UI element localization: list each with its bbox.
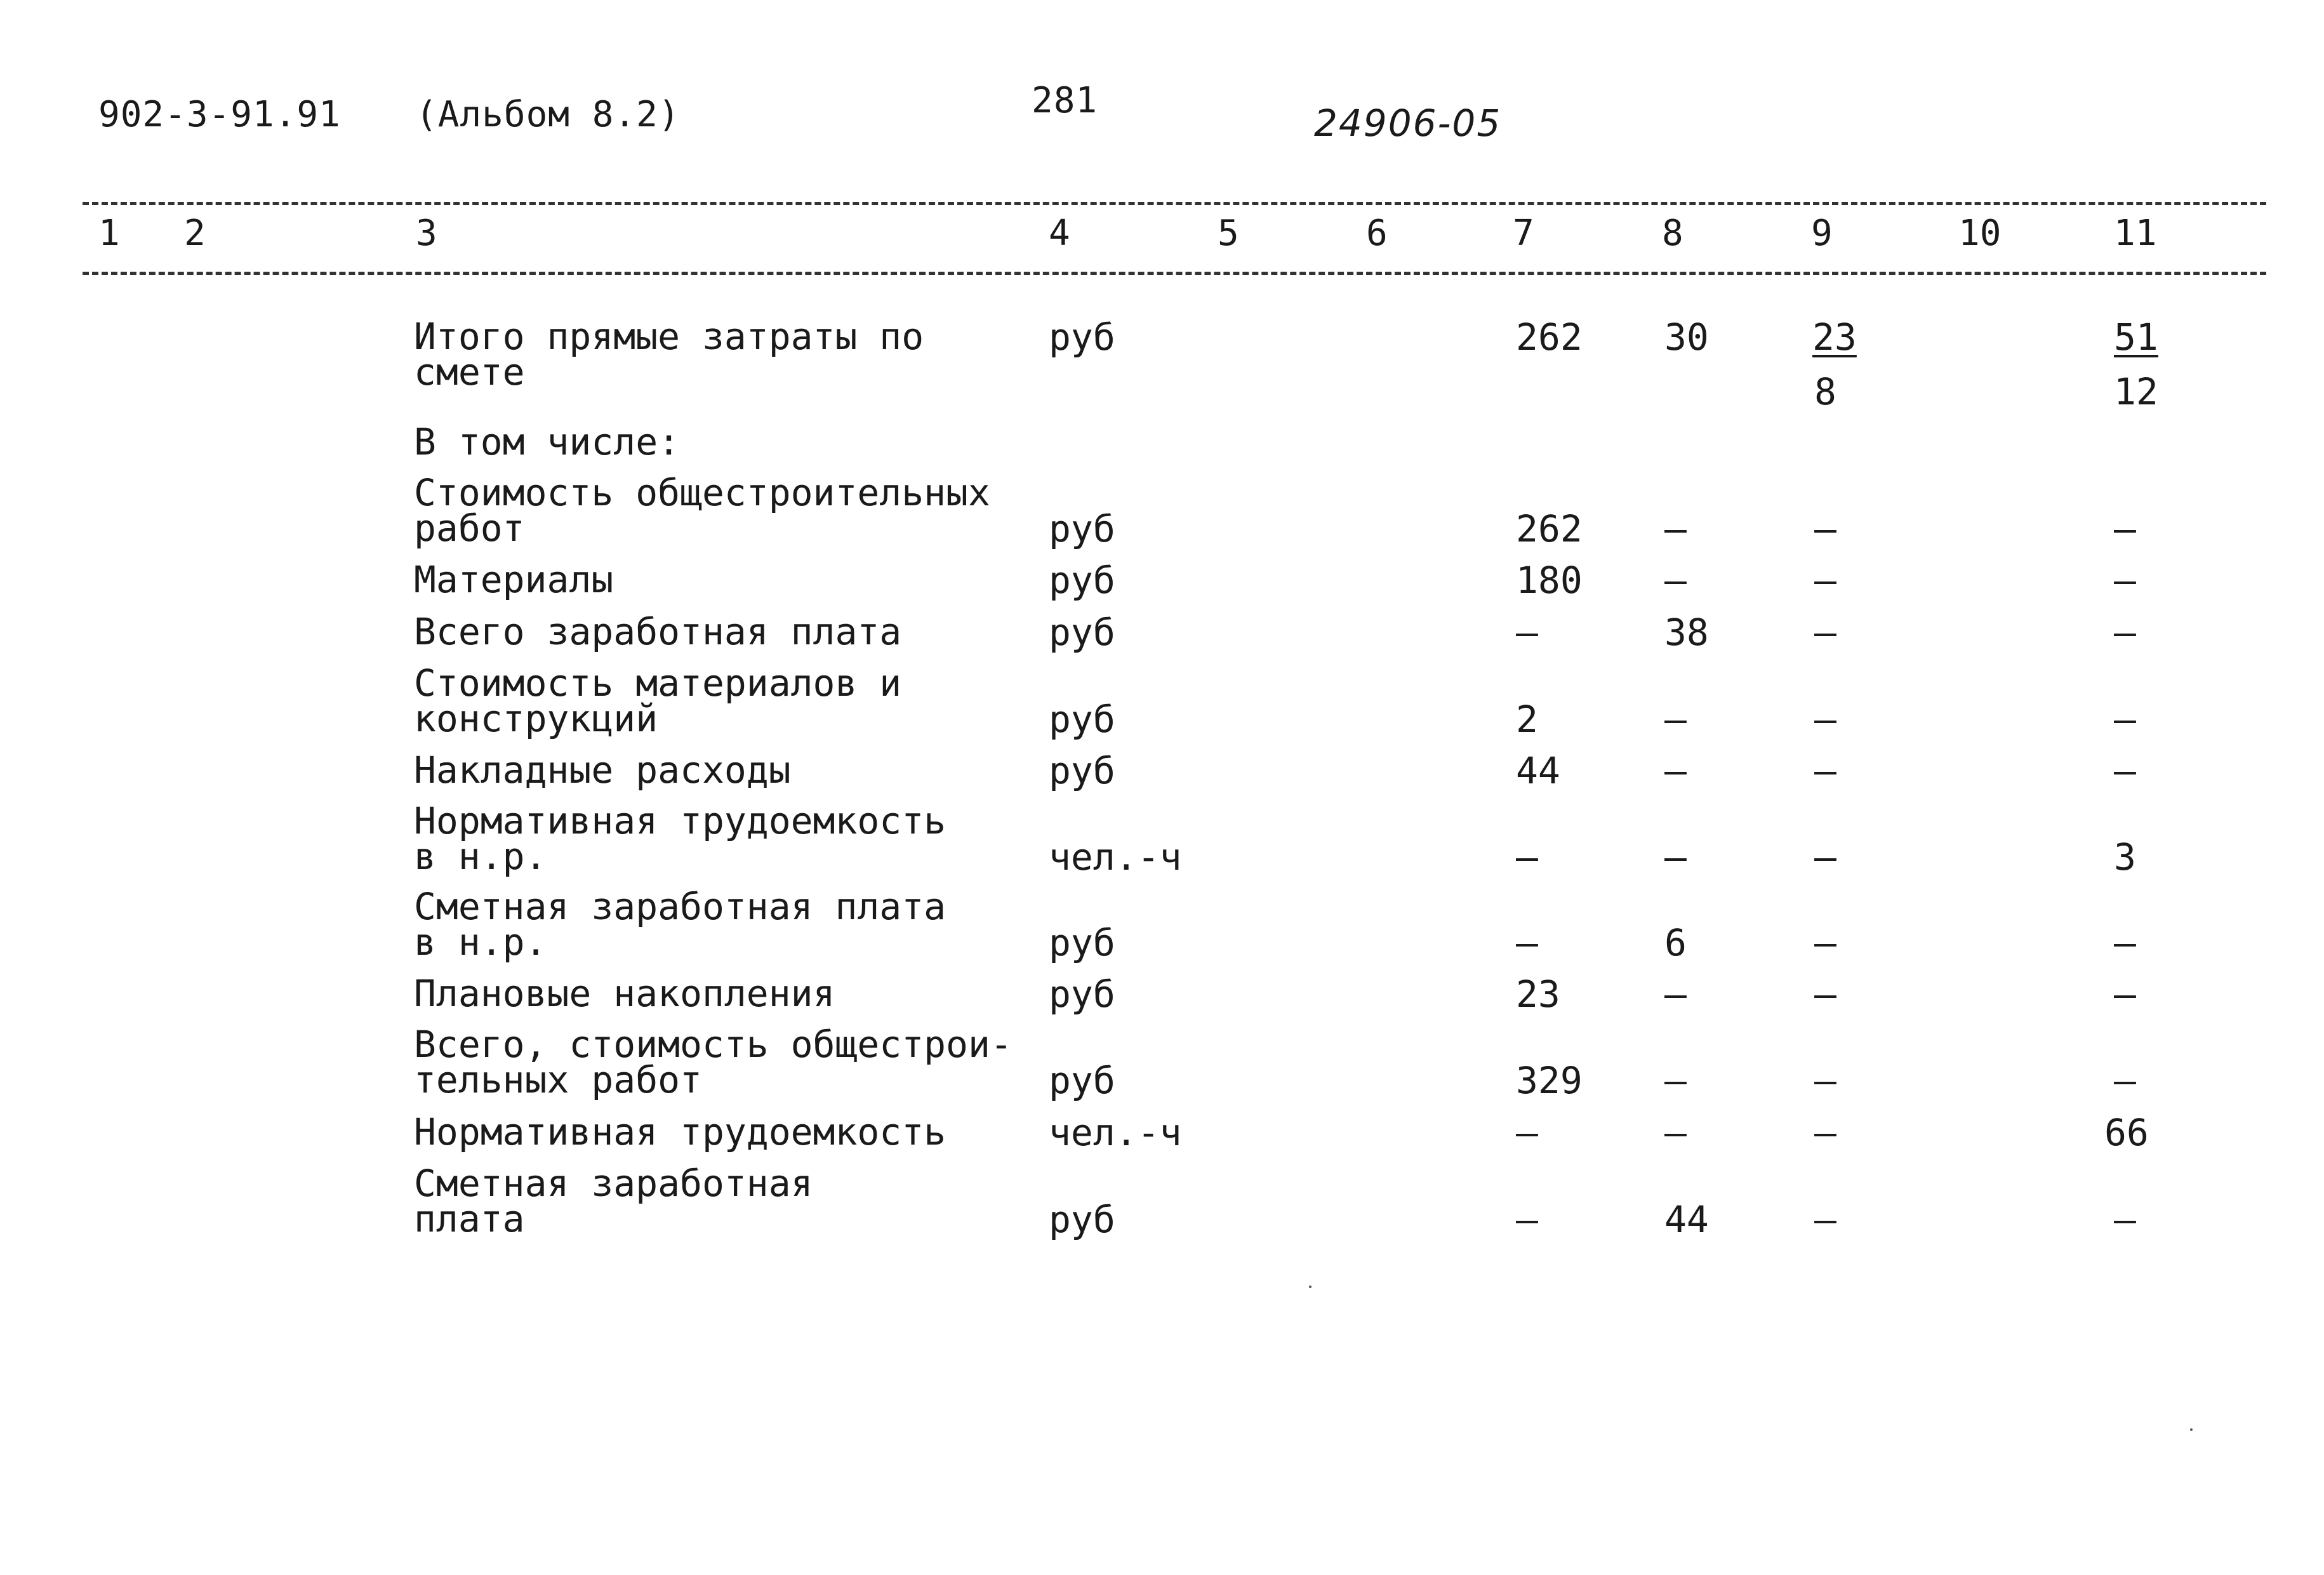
col9-numerator: 23: [1812, 316, 1857, 359]
row-description: Сметная заработная: [414, 1162, 813, 1205]
col9-cell: –: [1814, 507, 1836, 550]
row-description: Плановые накопления: [414, 972, 835, 1015]
column-number: 9: [1811, 213, 1833, 254]
col7-cell: –: [1516, 611, 1538, 654]
col9-cell: –: [1814, 749, 1836, 792]
column-number: 3: [416, 213, 437, 254]
row-description: Материалы: [414, 558, 614, 601]
col8-cell: 30: [1664, 316, 1709, 359]
row-description: в н.р.: [414, 920, 547, 964]
unit-cell: руб: [1049, 559, 1115, 602]
col7-cell: –: [1516, 1111, 1538, 1154]
column-number: 5: [1218, 213, 1239, 254]
col7-cell: 2: [1516, 698, 1538, 741]
col7-cell: 329: [1516, 1059, 1583, 1102]
col7-cell: –: [1516, 1198, 1538, 1241]
col8-cell: –: [1664, 1111, 1687, 1154]
unit-cell: руб: [1049, 921, 1115, 964]
col8-cell: –: [1664, 1059, 1687, 1102]
col7-cell: 262: [1516, 507, 1583, 550]
unit-cell: руб: [1049, 507, 1115, 550]
unit-cell: руб: [1049, 698, 1115, 741]
header-rule-top: [83, 202, 2266, 205]
row-description: работ: [414, 507, 525, 550]
col11-cell: 66: [2104, 1111, 2149, 1154]
row-description: смете: [414, 350, 525, 394]
col11-cell: –: [2114, 973, 2136, 1016]
unit-cell: чел.-ч: [1049, 1111, 1182, 1154]
album-label: (Альбом 8.2): [416, 94, 681, 135]
column-number: 7: [1513, 213, 1534, 254]
col9-cell: –: [1814, 611, 1836, 654]
column-number: 1: [98, 213, 120, 254]
unit-cell: руб: [1049, 1198, 1115, 1241]
unit-cell: руб: [1049, 316, 1115, 359]
col8-cell: 44: [1664, 1198, 1709, 1241]
row-description: Сметная заработная плата: [414, 885, 946, 928]
col11-cell: –: [2114, 507, 2136, 550]
column-number: 11: [2114, 213, 2157, 254]
column-number: 10: [1958, 213, 2002, 254]
inventory-stamp: 24906-05: [1314, 102, 1502, 145]
col11-cell: –: [2114, 921, 2136, 964]
col8-cell: –: [1664, 698, 1687, 741]
row-description: Нормативная трудоемкость: [414, 799, 946, 842]
col9-denominator: 8: [1814, 370, 1836, 413]
col11-cell: –: [2114, 559, 2136, 602]
col11-cell: –: [2114, 1198, 2136, 1241]
col7-cell: –: [1516, 835, 1538, 879]
col9-cell: –: [1814, 1198, 1836, 1241]
row-description: В том числе:: [414, 420, 681, 463]
col8-cell: –: [1664, 835, 1687, 879]
col9-cell: –: [1814, 1111, 1836, 1154]
col8-cell: –: [1664, 749, 1687, 792]
col7-cell: 262: [1516, 316, 1583, 359]
column-number: 6: [1366, 213, 1388, 254]
scan-speck: [2190, 1428, 2193, 1431]
col9-cell: –: [1814, 559, 1836, 602]
col11-denominator: 12: [2114, 370, 2158, 413]
col9-cell: –: [1814, 921, 1836, 964]
col7-cell: 44: [1516, 749, 1560, 792]
row-description: плата: [414, 1197, 525, 1240]
col8-cell: –: [1664, 973, 1687, 1016]
col11-cell: –: [2114, 749, 2136, 792]
col11-cell: –: [2114, 1059, 2136, 1102]
unit-cell: руб: [1049, 1059, 1115, 1102]
col7-cell: –: [1516, 921, 1538, 964]
document-code: 902-3-91.91: [98, 94, 341, 135]
col8-cell: –: [1664, 507, 1687, 550]
col8-cell: 38: [1664, 611, 1709, 654]
col8-cell: 6: [1664, 921, 1687, 964]
row-description: тельных работ: [414, 1058, 702, 1101]
row-description: Итого прямые затраты по: [414, 315, 924, 358]
col9-cell: –: [1814, 835, 1836, 879]
row-description: Всего, стоимость общестрои-: [414, 1023, 1013, 1066]
row-description: в н.р.: [414, 835, 547, 878]
col9-cell: –: [1814, 1059, 1836, 1102]
page-number: 281: [1032, 80, 1098, 121]
row-description: конструкций: [414, 697, 658, 740]
unit-cell: руб: [1049, 611, 1115, 654]
col8-cell: –: [1664, 559, 1687, 602]
unit-cell: чел.-ч: [1049, 835, 1182, 879]
scan-speck: [1309, 1286, 1311, 1288]
col7-cell: 180: [1516, 559, 1583, 602]
unit-cell: руб: [1049, 973, 1115, 1016]
col11-cell: –: [2114, 698, 2136, 741]
col9-cell: –: [1814, 973, 1836, 1016]
row-description: Нормативная трудоемкость: [414, 1110, 946, 1153]
unit-cell: руб: [1049, 749, 1115, 792]
column-number: 2: [184, 213, 206, 254]
row-description: Накладные расходы: [414, 748, 791, 792]
row-description: Стоимость материалов и: [414, 661, 902, 705]
col11-cell: –: [2114, 611, 2136, 654]
col7-cell: 23: [1516, 973, 1560, 1016]
row-description: Стоимость общестроительных: [414, 471, 990, 514]
col9-cell: –: [1814, 698, 1836, 741]
column-number: 4: [1049, 213, 1070, 254]
col11-cell: 3: [2114, 835, 2136, 879]
column-number: 8: [1662, 213, 1683, 254]
row-description: Всего заработная плата: [414, 610, 902, 653]
col11-numerator: 51: [2114, 316, 2158, 359]
header-rule-bottom: [83, 272, 2266, 275]
